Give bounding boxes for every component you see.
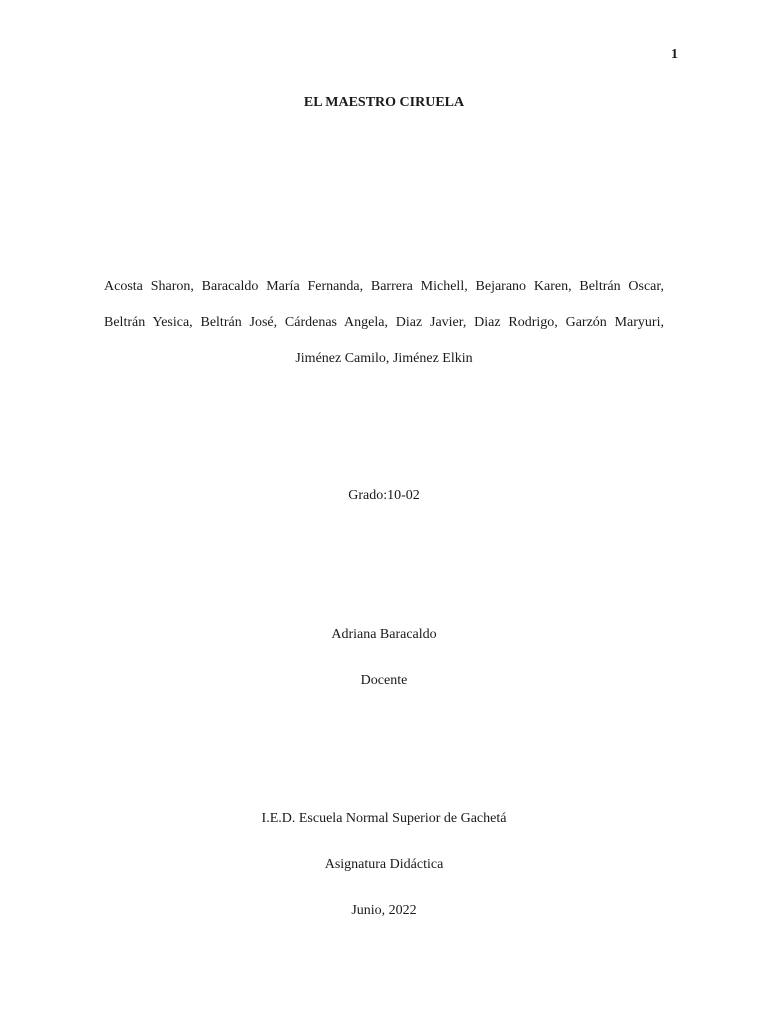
teacher-name: Adriana Baracaldo: [331, 627, 437, 642]
authors-line-1: Acosta Sharon, Baracaldo María Fernanda, Barrera Michell, Bejarano Karen, Beltrán Oscar,: [104, 279, 664, 294]
subject-name: Asignatura Didáctica: [324, 857, 444, 872]
school-name: I.E.D. Escuela Normal Superior de Gachetá: [261, 811, 507, 826]
document-title: EL MAESTRO CIRUELA: [303, 95, 465, 110]
teacher-role: Docente: [360, 673, 408, 688]
authors-line-2: Beltrán Yesica, Beltrán José, Cárdenas Angela, Diaz Javier, Diaz Rodrigo, Garzón Maryuri,: [104, 315, 664, 330]
grade-text: Grado:10-02: [348, 488, 420, 503]
document-date: Junio, 2022: [351, 903, 417, 918]
authors-line-3: Jiménez Camilo, Jiménez Elkin: [295, 351, 473, 366]
page-number: 1: [671, 47, 678, 62]
